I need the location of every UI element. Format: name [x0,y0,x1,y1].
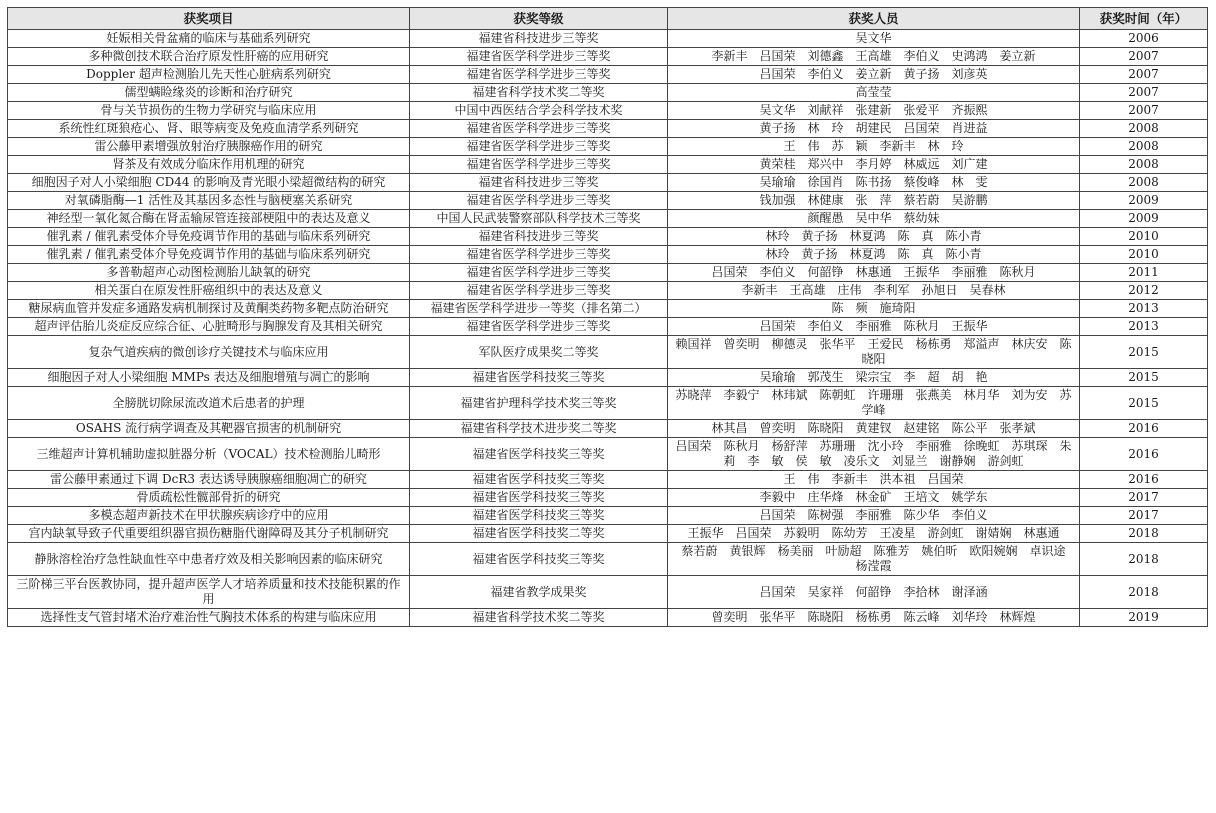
cell-level: 福建省医学科学进步三等奖 [410,246,668,264]
table-row [8,282,1208,300]
cell-project: 三维超声计算机辅助虚拟脏器分析（VOCAL）技术检测胎儿畸形 [8,438,410,471]
table-row [8,192,1208,210]
cell-level: 中国中西医结合学会科学技术奖 [410,102,668,120]
awards-table [7,7,1208,627]
cell-people: 李新丰 吕国荣 刘德鑫 王高雄 李伯义 史鸿鸿 姜立新 [668,48,1080,66]
cell-project: 细胞因子对人小梁细胞 CD44 的影响及青光眼小梁超微结构的研究 [8,174,410,192]
cell-project: 系统性红斑狼疮心、肾、眼等病变及免疫血清学系列研究 [8,120,410,138]
header-level: 获奖等级 [410,8,668,30]
cell-year: 2017 [1080,489,1208,507]
cell-project: 宫内缺氧导致子代重要组织器官损伤糖脂代谢障碍及其分子机制研究 [8,525,410,543]
cell-people: 吴瑜瑜 郭茂生 梁宗宝 李 超 胡 艳 [668,369,1080,387]
table-row [8,156,1208,174]
cell-people: 吴瑜瑜 徐国肖 陈书扬 蔡俊峰 林 雯 [668,174,1080,192]
cell-people: 苏晓萍 李毅宁 林玮斌 陈朝虹 许珊珊 张燕美 林月华 刘为安 苏学峰 [668,387,1080,420]
cell-year: 2015 [1080,336,1208,369]
awards-table-container [7,7,1207,627]
cell-people: 李新丰 王高雄 庄伟 李利军 孙旭日 吴春林 [668,282,1080,300]
cell-people: 吕国荣 吴家祥 何韶铮 李拾林 谢泽涵 [668,576,1080,609]
table-row [8,387,1208,420]
cell-project: 静脉溶栓治疗急性缺血性卒中患者疗效及相关影响因素的临床研究 [8,543,410,576]
cell-level: 福建省医学科技奖三等奖 [410,489,668,507]
table-row [8,264,1208,282]
cell-year: 2019 [1080,609,1208,627]
cell-year: 2009 [1080,192,1208,210]
cell-project: 选择性支气管封堵术治疗难治性气胸技术体系的构建与临床应用 [8,609,410,627]
table-row [8,66,1208,84]
cell-people: 林其昌 曾奕明 陈晓阳 黄建钗 赵建铭 陈公平 张孝斌 [668,420,1080,438]
cell-level: 军队医疗成果奖二等奖 [410,336,668,369]
cell-project: 对氧磷脂酶—1 活性及其基因多态性与脑梗塞关系研究 [8,192,410,210]
cell-project: 多模态超声新技术在甲状腺疾病诊疗中的应用 [8,507,410,525]
cell-year: 2015 [1080,369,1208,387]
cell-year: 2010 [1080,228,1208,246]
cell-year: 2008 [1080,120,1208,138]
cell-year: 2009 [1080,210,1208,228]
cell-level: 福建省科学技术奖二等奖 [410,84,668,102]
cell-people: 颜醒愚 吴中华 蔡幼妹 [668,210,1080,228]
cell-year: 2008 [1080,156,1208,174]
cell-project: 神经型一氧化氮合酶在肾盂输尿管连接部梗阻中的表达及意义 [8,210,410,228]
cell-year: 2015 [1080,387,1208,420]
cell-level: 福建省医学科技奖三等奖 [410,471,668,489]
cell-level: 福建省教学成果奖 [410,576,668,609]
cell-year: 2018 [1080,543,1208,576]
cell-level: 福建省科技进步三等奖 [410,174,668,192]
cell-year: 2006 [1080,30,1208,48]
table-row [8,543,1208,576]
cell-project: 复杂气道疾病的微创诊疗关键技术与临床应用 [8,336,410,369]
cell-people: 吕国荣 李伯义 何韶铮 林惠通 王振华 李丽雅 陈秋月 [668,264,1080,282]
table-row [8,84,1208,102]
table-row [8,489,1208,507]
cell-year: 2007 [1080,66,1208,84]
table-row [8,174,1208,192]
cell-year: 2018 [1080,525,1208,543]
table-row [8,102,1208,120]
cell-level: 福建省医学科学进步三等奖 [410,138,668,156]
header-project: 获奖项目 [8,8,410,30]
cell-project: 相关蛋白在原发性肝癌组织中的表达及意义 [8,282,410,300]
cell-people: 林玲 黄子扬 林夏鸿 陈 真 陈小青 [668,228,1080,246]
cell-level: 福建省科技进步三等奖 [410,30,668,48]
cell-people: 王 伟 苏 颖 李新丰 林 玲 [668,138,1080,156]
cell-year: 2008 [1080,138,1208,156]
cell-project: 妊娠相关骨盆痛的临床与基础系列研究 [8,30,410,48]
table-row [8,210,1208,228]
cell-year: 2013 [1080,318,1208,336]
cell-level: 福建省医学科技奖三等奖 [410,543,668,576]
table-row [8,48,1208,66]
cell-year: 2012 [1080,282,1208,300]
cell-level: 福建省科技进步三等奖 [410,228,668,246]
cell-project: 雷公藤甲素增强放射治疗胰腺癌作用的研究 [8,138,410,156]
cell-level: 福建省医学科技奖二等奖 [410,525,668,543]
cell-project: 儒型螨睑缘炎的诊断和治疗研究 [8,84,410,102]
cell-project: 催乳素 / 催乳素受体介导免疫调节作用的基础与临床系列研究 [8,228,410,246]
cell-level: 福建省医学科学进步三等奖 [410,156,668,174]
cell-people: 吴文华 [668,30,1080,48]
cell-level: 福建省医学科学进步三等奖 [410,318,668,336]
cell-project: OSAHS 流行病学调查及其靶器官损害的机制研究 [8,420,410,438]
cell-project: 糖尿病血管并发症多通路发病机制探讨及黄酮类药物多靶点防治研究 [8,300,410,318]
cell-year: 2016 [1080,420,1208,438]
table-row [8,138,1208,156]
table-row [8,471,1208,489]
header-people: 获奖人员 [668,8,1080,30]
cell-people: 蔡若蔚 黄银辉 杨美丽 叶励超 陈雅芳 姚伯昕 欧阳婉娴 卓识途 杨滢霞 [668,543,1080,576]
cell-people: 吕国荣 陈树强 李丽雅 陈少华 李伯义 [668,507,1080,525]
cell-level: 福建省科学技术奖二等奖 [410,609,668,627]
cell-people: 王 伟 李新丰 洪本祖 吕国荣 [668,471,1080,489]
cell-year: 2011 [1080,264,1208,282]
cell-people: 吴文华 刘献祥 张建新 张爱平 齐振熙 [668,102,1080,120]
cell-people: 林玲 黄子扬 林夏鸿 陈 真 陈小青 [668,246,1080,264]
cell-people: 吕国荣 李伯义 李丽雅 陈秋月 王振华 [668,318,1080,336]
table-row [8,438,1208,471]
table-row [8,369,1208,387]
table-row [8,576,1208,609]
table-row [8,228,1208,246]
cell-people: 陈 频 施琦阳 [668,300,1080,318]
cell-project: 骨质疏松性髋部骨折的研究 [8,489,410,507]
header-year: 获奖时间（年） [1080,8,1208,30]
cell-people: 李毅中 庄华烽 林金矿 王培文 姚学东 [668,489,1080,507]
table-row [8,246,1208,264]
table-row [8,318,1208,336]
table-row [8,420,1208,438]
cell-project: Doppler 超声检测胎儿先天性心脏病系列研究 [8,66,410,84]
cell-level: 福建省医学科技奖三等奖 [410,438,668,471]
cell-people: 黄子扬 林 玲 胡建民 吕国荣 肖进益 [668,120,1080,138]
cell-year: 2016 [1080,438,1208,471]
table-row [8,609,1208,627]
cell-level: 福建省医学科学进步三等奖 [410,48,668,66]
cell-project: 催乳素 / 催乳素受体介导免疫调节作用的基础与临床系列研究 [8,246,410,264]
table-row [8,336,1208,369]
cell-people: 吕国荣 李伯义 姜立新 黄子扬 刘彦英 [668,66,1080,84]
cell-project: 全膀胱切除尿流改道术后患者的护理 [8,387,410,420]
cell-people: 钱加强 林健康 张 萍 蔡若蔚 吴游鹏 [668,192,1080,210]
table-row [8,30,1208,48]
cell-project: 细胞因子对人小梁细胞 MMPs 表达及细胞增殖与凋亡的影响 [8,369,410,387]
cell-project: 多普勒超声心动图检测胎儿缺氧的研究 [8,264,410,282]
cell-year: 2010 [1080,246,1208,264]
table-row [8,120,1208,138]
cell-year: 2007 [1080,102,1208,120]
cell-level: 福建省医学科技奖三等奖 [410,507,668,525]
cell-year: 2016 [1080,471,1208,489]
cell-project: 三阶梯三平台医教协同，提升超声医学人才培养质量和技术技能积累的作用 [8,576,410,609]
cell-year: 2017 [1080,507,1208,525]
cell-people: 王振华 吕国荣 苏毅明 陈幼芳 王凌星 游剑虹 谢婧娴 林惠通 [668,525,1080,543]
cell-project: 雷公藤甲素通过下调 DcR3 表达诱导胰腺癌细胞凋亡的研究 [8,471,410,489]
cell-year: 2007 [1080,48,1208,66]
cell-level: 福建省医学科学进步三等奖 [410,192,668,210]
cell-year: 2007 [1080,84,1208,102]
cell-year: 2008 [1080,174,1208,192]
cell-year: 2018 [1080,576,1208,609]
cell-level: 福建省医学科学进步三等奖 [410,120,668,138]
table-row [8,300,1208,318]
cell-level: 福建省科学技术进步奖二等奖 [410,420,668,438]
table-header-row [8,8,1208,30]
cell-people: 黄荣桂 郑兴中 李月婷 林威远 刘广建 [668,156,1080,174]
cell-level: 中国人民武装警察部队科学技术三等奖 [410,210,668,228]
cell-people: 赖国祥 曾奕明 柳德灵 张华平 王爱民 杨栋勇 郑溢声 林庆安 陈晓阳 [668,336,1080,369]
cell-level: 福建省护理科学技术奖三等奖 [410,387,668,420]
cell-people: 高莹莹 [668,84,1080,102]
cell-project: 骨与关节损伤的生物力学研究与临床应用 [8,102,410,120]
cell-level: 福建省医学科学进步三等奖 [410,264,668,282]
cell-year: 2013 [1080,300,1208,318]
cell-level: 福建省医学科学进步三等奖 [410,66,668,84]
cell-project: 超声评估胎儿炎症反应综合征、心脏畸形与胸腺发育及其相关研究 [8,318,410,336]
cell-people: 曾奕明 张华平 陈晓阳 杨栋勇 陈云峰 刘华玲 林辉煌 [668,609,1080,627]
cell-people: 吕国荣 陈秋月 杨舒萍 苏珊珊 沈小玲 李丽雅 徐晚虹 苏琪琛 朱 莉 李 敏 侯 敏 凌乐文 刘显兰 谢静娴 游剑虹 [668,438,1080,471]
cell-project: 多种微创技术联合治疗原发性肝癌的应用研究 [8,48,410,66]
cell-level: 福建省医学科学进步三等奖 [410,282,668,300]
table-row [8,507,1208,525]
cell-project: 肾茶及有效成分临床作用机理的研究 [8,156,410,174]
cell-level: 福建省医学科技奖三等奖 [410,369,668,387]
table-row [8,525,1208,543]
cell-level: 福建省医学科学进步一等奖（排名第二） [410,300,668,318]
